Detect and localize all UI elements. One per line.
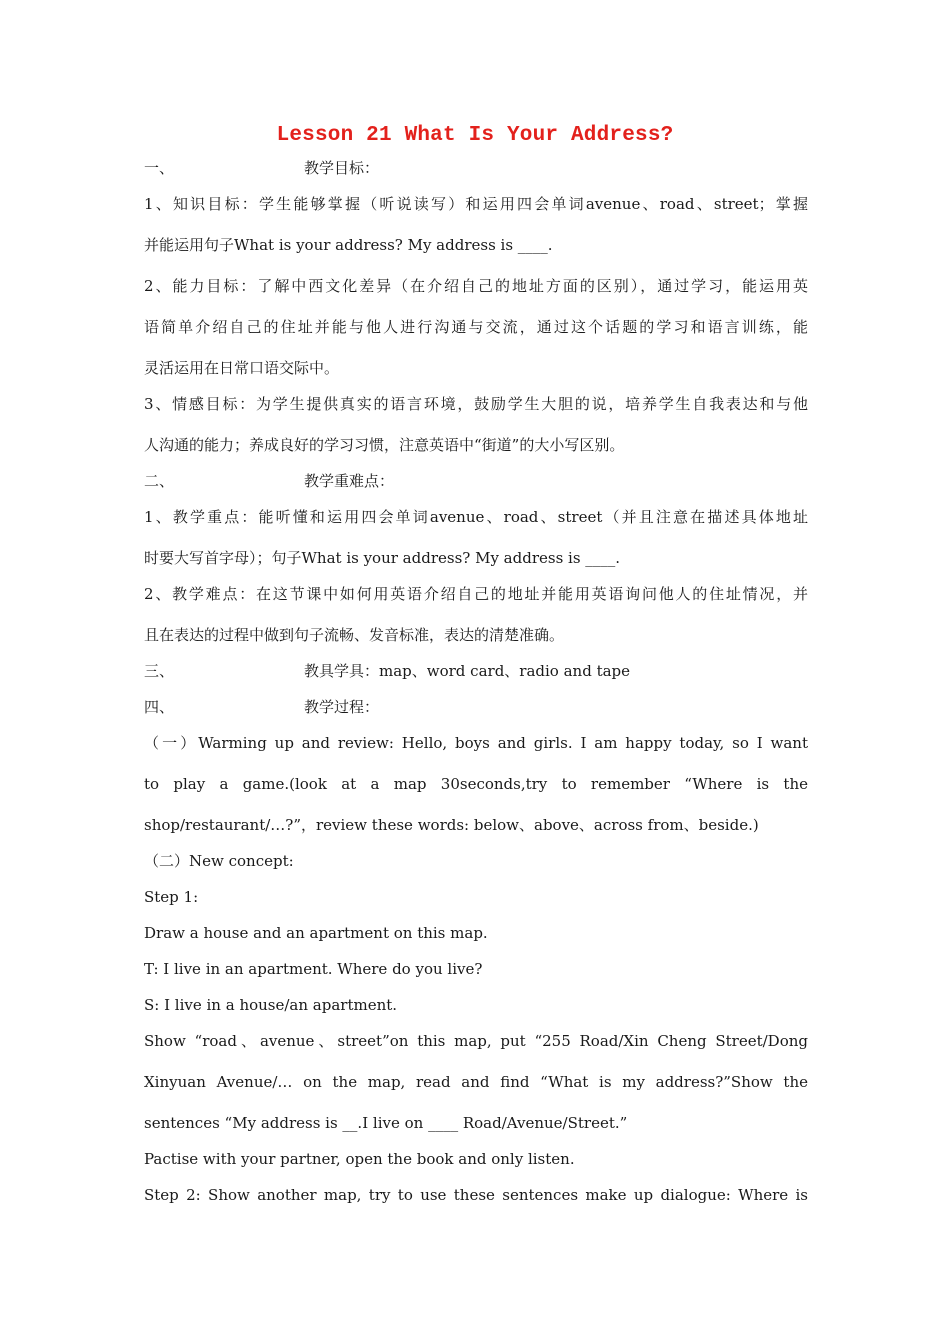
paragraph-line: S: I live in a house/an apartment.	[144, 996, 398, 1014]
section-number: 四、	[144, 698, 175, 716]
section-four	[144, 689, 808, 725]
section-heading: 教学重难点：	[304, 472, 395, 490]
paragraph-line: 1、教学重点：能听懂和运用四会单词avenue、road、street（并且注意在描述具体地址	[144, 508, 808, 526]
paragraph-line: 2、能力目标：了解中西文化差异（在介绍自己的地址方面的区别），通过学习，能运用英	[144, 277, 808, 295]
section-heading: 教学目标：	[304, 159, 380, 177]
section-number: 二、	[144, 472, 175, 490]
section-two	[144, 463, 808, 499]
paragraph-line: 且在表达的过程中做到句子流畅、发音标准，表达的清楚准确。	[144, 626, 565, 644]
section-heading: 教具学具：map、word card、radio and tape	[304, 662, 631, 680]
document-body	[144, 150, 808, 1213]
paragraph-line: 人沟通的能力；养成良好的学习习惯，注意英语中“街道”的大小写区别。	[144, 436, 625, 454]
lesson-title: Lesson 21 What Is Your Address?	[276, 124, 674, 147]
paragraph-line: shop/restaurant/…?”，review these words: below、above、across from、beside.)	[144, 816, 759, 834]
paragraph-line: Show “road、avenue、street”on this map, put “255 Road/Xin Cheng Street/Dong	[144, 1032, 808, 1050]
paragraph-line: sentences “My address is __.I live on ____ Road/Avenue/Street.”	[144, 1114, 628, 1132]
paragraph-line: 语简单介绍自己的住址并能与他人进行沟通与交流，通过这个话题的学习和语言训练，能	[144, 318, 808, 336]
paragraph-line: 时要大写首字母）；句子What is your address? My address is ____.	[144, 549, 621, 567]
paragraph-line: Draw a house and an apartment on this map.	[144, 924, 488, 942]
paragraph-line: 3、情感目标：为学生提供真实的语言环境，鼓励学生大胆的说，培养学生自我表达和与他	[144, 395, 808, 413]
paragraph-line: 并能运用句子What is your address? My address is ____.	[144, 236, 553, 254]
paragraph-line: Xinyuan Avenue/… on the map, read and find “What is my address?”Show the	[144, 1073, 808, 1091]
paragraph-line: to play a game.(look at a map 30seconds,try to remember “Where is the	[144, 775, 808, 793]
paragraph-line: 2、教学难点：在这节课中如何用英语介绍自己的地址并能用英语询问他人的住址情况，并	[144, 585, 808, 603]
paragraph-line: Step 1:	[144, 888, 199, 906]
paragraph-line: （一）Warming up and review: Hello, boys and girls. I am happy today, so I want	[144, 734, 808, 752]
paragraph-line: 1、知识目标：学生能够掌握（听说读写）和运用四会单词avenue、road、street；掌握	[144, 195, 808, 213]
section-number: 三、	[144, 662, 175, 680]
section-one	[144, 150, 808, 186]
paragraph-line: Step 2: Show another map, try to use these sentences make up dialogue: Where is	[144, 1186, 808, 1204]
paragraph-line: 灵活运用在日常口语交际中。	[144, 359, 340, 377]
section-heading: 教学过程：	[304, 698, 380, 716]
paragraph-line: T: I live in an apartment. Where do you live?	[144, 960, 483, 978]
paragraph-line: Pactise with your partner, open the book and only listen.	[144, 1150, 575, 1168]
paragraph-line: （二）New concept:	[144, 852, 294, 870]
section-number: 一、	[144, 159, 175, 177]
section-three	[144, 653, 808, 689]
